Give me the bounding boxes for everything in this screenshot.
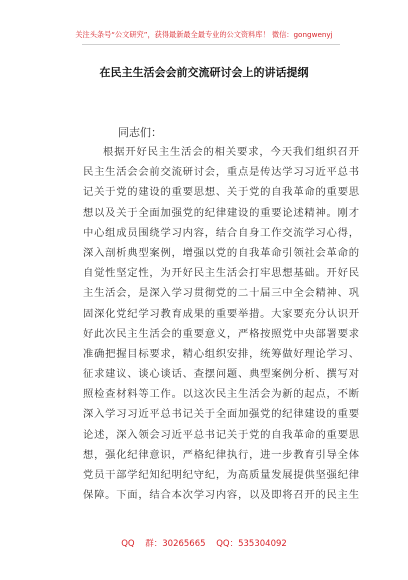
- document-title: 在民主生活会会前交流研讨会上的讲话提纲: [99, 66, 309, 79]
- body-line: 固深化党纪学习教育成果的重要举措。大家要充分认识开: [83, 307, 359, 320]
- body-line: 深入剖析典型案例，增强以党的自我革命引领社会革命的: [83, 246, 359, 259]
- body-line: 民主生活会会前交流研讨会，重点是传达学习习近平总书: [83, 166, 359, 179]
- body-line: 中心组成员围绕学习内容，结合自身工作交流学习心得，: [83, 226, 359, 239]
- body-line: 想，强化纪律意识，严格纪律执行，进一步教育引导全体: [83, 448, 359, 461]
- body-line: 自觉性坚定性，为开好民主生活会打牢思想基础。开好民: [83, 267, 359, 280]
- body-line: 根据开好民主生活会的相关要求，今天我们组织召开: [103, 146, 359, 158]
- body-line: 照检查材料等工作。以这次民主生活会为新的起点，不断: [83, 388, 359, 401]
- body-line: 深入学习习近平总书记关于全面加强党的纪律建设的重要: [83, 408, 359, 421]
- body-line: 记关于党的建设的重要思想、关于党的自我革命的重要思: [83, 186, 359, 199]
- body-line: 论述，深入领会习近平总书记关于党的自我革命的重要思: [83, 428, 359, 441]
- body-line: 好此次民主生活会的重要意义，严格按照党中央部署要求: [83, 327, 359, 340]
- salutation: 同志们：: [118, 126, 162, 139]
- body-line: 准确把握目标要求，精心组织安排，统筹做好理论学习、: [83, 347, 359, 360]
- footer-contact: QQ 群：30265665 QQ：535304092: [121, 539, 287, 549]
- body-line: 党员干部学纪知纪明纪守纪，为高质量发展提供坚强纪律: [83, 469, 359, 481]
- document-body: [83, 142, 359, 505]
- body-line: 主生活会，是深入学习贯彻党的二十届三中全会精神、巩: [83, 287, 359, 300]
- header-divider: [82, 44, 340, 45]
- body-line: 想以及关于全面加强党的纪律建设的重要论述精神。刚才: [83, 206, 359, 219]
- header-promo: 关注头条号“公文研究”，获得最新最全最专业的公文资料库！ 微信：gongwenyj: [75, 30, 333, 39]
- body-line: 征求建议、谈心谈话、查摆问题、典型案例分析、撰写对: [83, 368, 359, 381]
- body-line: 保障。下面，结合本次学习内容，以及即将召开的民主生: [83, 489, 359, 502]
